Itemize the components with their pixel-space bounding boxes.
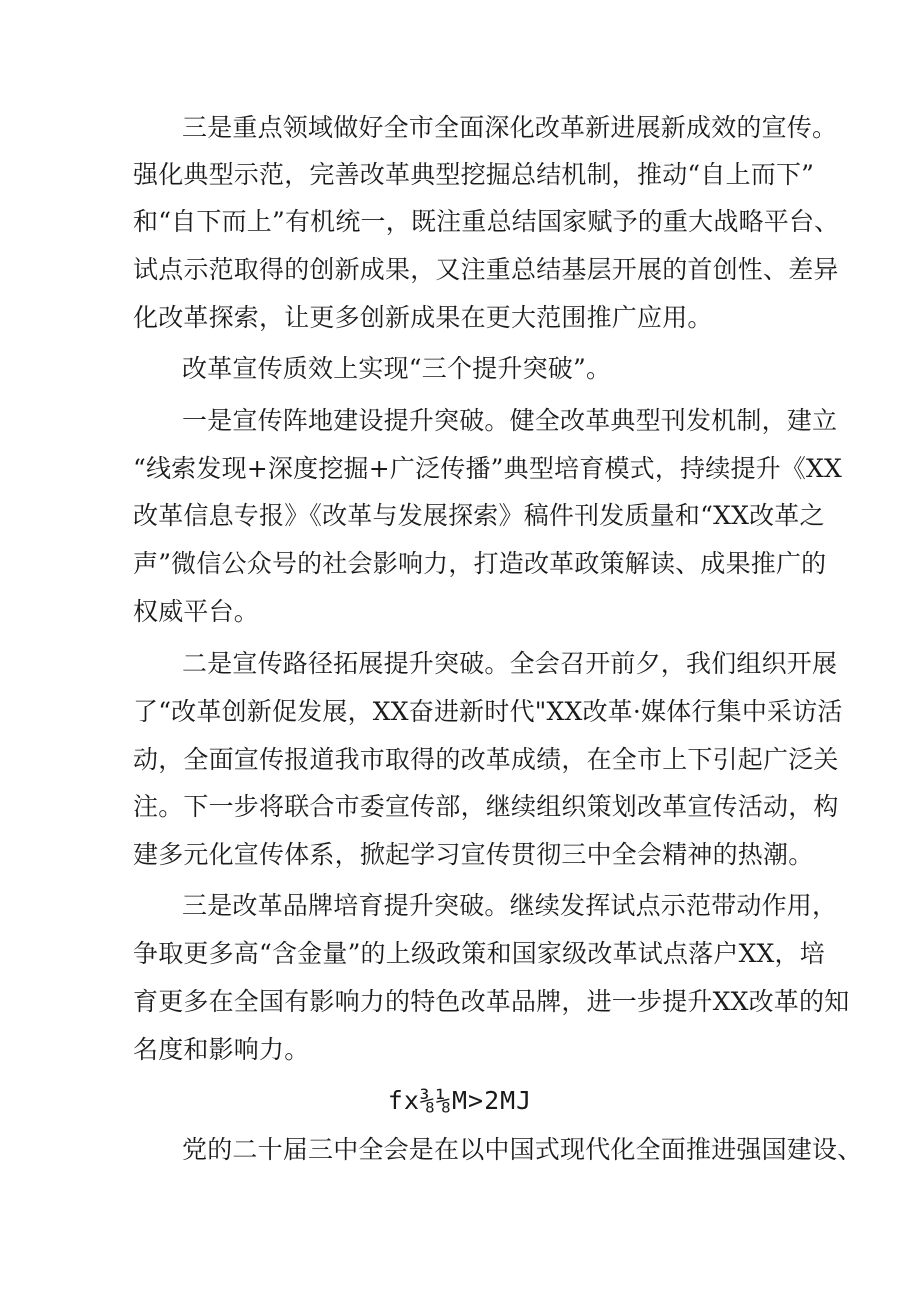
paragraph-line: 一是宣传阵地建设提升突破。健全改革典型刊发机制，建立 (182, 406, 838, 435)
paragraph-line: 注。下一步将联合市委宣传部，继续组织策划改革宣传活动，构 (133, 792, 839, 821)
paragraph-line: 强化典型示范，完善改革典型挖掘总结机制，推动“自上而下” (133, 160, 815, 189)
paragraph-line: 化改革探索，让更多创新成果在更大范围推广应用。 (133, 303, 713, 332)
paragraph-line: 三是重点领域做好全市全面深化改革新进展新成效的宣传。 (182, 113, 838, 142)
paragraph-line: 三是改革品牌培育提升突破。继续发挥试点示范带动作用， (182, 891, 838, 920)
paragraph-line: 和“自下而上”有机统一，既注重总结国家赋予的重大战略平台、 (133, 207, 840, 236)
paragraph-line: “线索发现+深度挖掘+广泛传播”典型培育模式，持续提升《XX (133, 454, 843, 483)
garbled-heading: fx⅜⅛M>2MJ (387, 1086, 533, 1115)
paragraph-line: 争取更多高“含金量”的上级政策和国家级改革试点落户XX，培 (133, 939, 825, 968)
paragraph-line: 声”微信公众号的社会影响力，打造改革政策解读、成果推广的 (133, 549, 827, 578)
paragraph-line: 建多元化宣传体系，掀起学习宣传贯彻三中全会精神的热潮。 (133, 840, 814, 869)
paragraph-line: 动，全面宣传报道我市取得的改革成绩，在全市上下引起广泛关 (133, 745, 839, 774)
paragraph-line: 育更多在全国有影响力的特色改革品牌，进一步提升XX改革的知 (133, 987, 850, 1016)
paragraph-line: 了“改革创新促发展，XX奋进新时代"XX改革·媒体行集中采访活 (133, 697, 843, 726)
paragraph-line: 权威平台。 (133, 597, 260, 626)
paragraph-line: 二是宣传路径拓展提升突破。全会召开前夕，我们组织开展 (182, 649, 838, 678)
section-heading: 改革宣传质效上实现“三个提升突破”。 (182, 354, 612, 383)
paragraph-line: 党的二十届三中全会是在以中国式现代化全面推进强国建设、 (182, 1135, 863, 1164)
paragraph-line: 名度和影响力。 (133, 1035, 310, 1064)
paragraph-line: 改革信息专报》《改革与发展探索》稿件刊发质量和“XX改革之 (133, 501, 825, 530)
paragraph-line: 试点示范取得的创新成果，又注重总结基层开展的首创性、差异 (133, 255, 839, 284)
